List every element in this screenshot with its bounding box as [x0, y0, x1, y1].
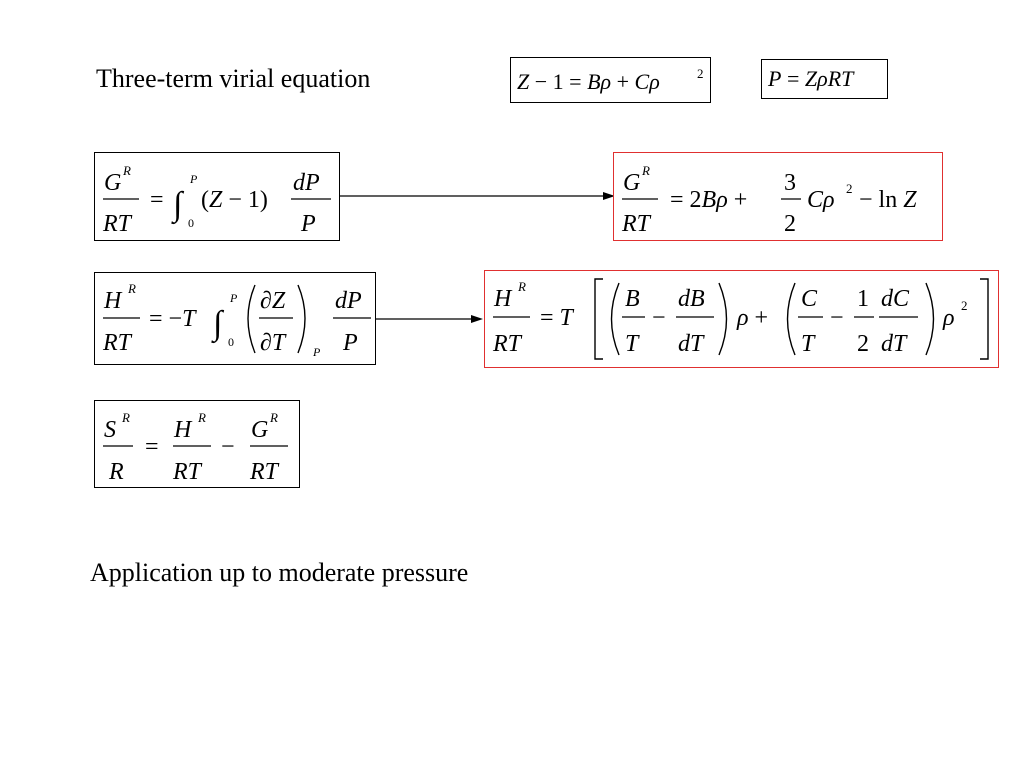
svg-text:2: 2 [961, 298, 968, 313]
svg-text:P: P [343, 330, 358, 356]
svg-text:R: R [109, 459, 124, 485]
svg-text:2: 2 [857, 331, 869, 357]
svg-text:=: = [145, 434, 159, 460]
svg-text:P: P [230, 291, 238, 305]
enthalpy-integral-box [94, 272, 376, 365]
svg-text:dC: dC [881, 286, 910, 312]
svg-text:− ln Z: − ln Z [859, 187, 917, 213]
svg-text:−: − [652, 305, 666, 331]
svg-text:Cρ: Cρ [807, 187, 835, 213]
svg-text:ρ: ρ [943, 305, 955, 331]
svg-text:G: G [623, 170, 641, 196]
svg-text:dP: dP [293, 170, 320, 196]
gibbs-integral-box [94, 152, 340, 241]
svg-text:G: G [251, 417, 269, 443]
svg-text:P: P [313, 345, 321, 359]
svg-text:R: R [198, 410, 206, 425]
svg-text:R: R [128, 281, 136, 296]
svg-text:C: C [801, 286, 818, 312]
svg-text:R: R [518, 279, 526, 294]
svg-text:2: 2 [846, 181, 853, 196]
svg-text:dT: dT [678, 331, 704, 357]
svg-text:H: H [174, 417, 192, 443]
svg-text:R: R [123, 163, 131, 178]
svg-text:T: T [801, 331, 815, 357]
enthalpy-result-box [484, 270, 999, 368]
svg-text:S: S [104, 417, 116, 443]
arrow-gibbs [340, 188, 620, 204]
svg-text:ρ +: ρ + [737, 305, 769, 331]
svg-text:T: T [625, 331, 639, 357]
svg-text:RT: RT [103, 211, 132, 237]
svg-text:0: 0 [188, 216, 194, 230]
svg-text:dP: dP [335, 288, 362, 314]
svg-text:dT: dT [881, 331, 907, 357]
svg-text:RT: RT [250, 459, 279, 485]
svg-text:= 2Bρ +: = 2Bρ + [670, 187, 748, 213]
gibbs-result-box [613, 152, 943, 241]
svg-text:H: H [494, 286, 512, 312]
svg-text:H: H [104, 288, 122, 314]
svg-text:R: R [642, 163, 650, 178]
svg-text:R: R [122, 410, 130, 425]
svg-text:−: − [830, 305, 844, 331]
svg-text:RT: RT [622, 211, 651, 237]
svg-text:R: R [270, 410, 278, 425]
svg-text:Z − 1 = Bρ + Cρ: Z − 1 = Bρ + Cρ [517, 69, 660, 94]
svg-text:1: 1 [857, 286, 869, 312]
svg-text:P: P [190, 172, 198, 186]
svg-text:2: 2 [784, 211, 796, 237]
svg-text:0: 0 [228, 335, 234, 349]
svg-text:RT: RT [493, 331, 522, 357]
svg-text:P = ZρRT: P = ZρRT [768, 66, 854, 91]
svg-text:RT: RT [173, 459, 202, 485]
svg-text:G: G [104, 170, 122, 196]
svg-text:∂Z: ∂Z [260, 288, 286, 314]
svg-text:= −T: = −T [149, 306, 196, 332]
virial-equation-box [510, 57, 711, 103]
footer-note: Application up to moderate pressure [90, 558, 469, 587]
svg-text:B: B [625, 286, 640, 312]
svg-text:2: 2 [697, 66, 704, 81]
svg-text:∂T: ∂T [260, 330, 286, 356]
svg-text:∫: ∫ [173, 186, 183, 223]
entropy-equation-box [94, 400, 300, 488]
svg-text:=: = [150, 187, 164, 213]
svg-text:∫: ∫ [213, 305, 223, 342]
svg-text:= T: = T [540, 305, 573, 331]
pressure-equation-box [761, 59, 888, 99]
svg-text:−: − [221, 434, 235, 460]
svg-text:(Z − 1): (Z − 1) [201, 187, 268, 213]
svg-text:P: P [301, 211, 316, 237]
slide-title: Three-term virial equation [96, 64, 371, 93]
arrow-enthalpy [376, 311, 488, 327]
svg-text:3: 3 [784, 170, 796, 196]
svg-text:RT: RT [103, 330, 132, 356]
svg-text:dB: dB [678, 286, 705, 312]
